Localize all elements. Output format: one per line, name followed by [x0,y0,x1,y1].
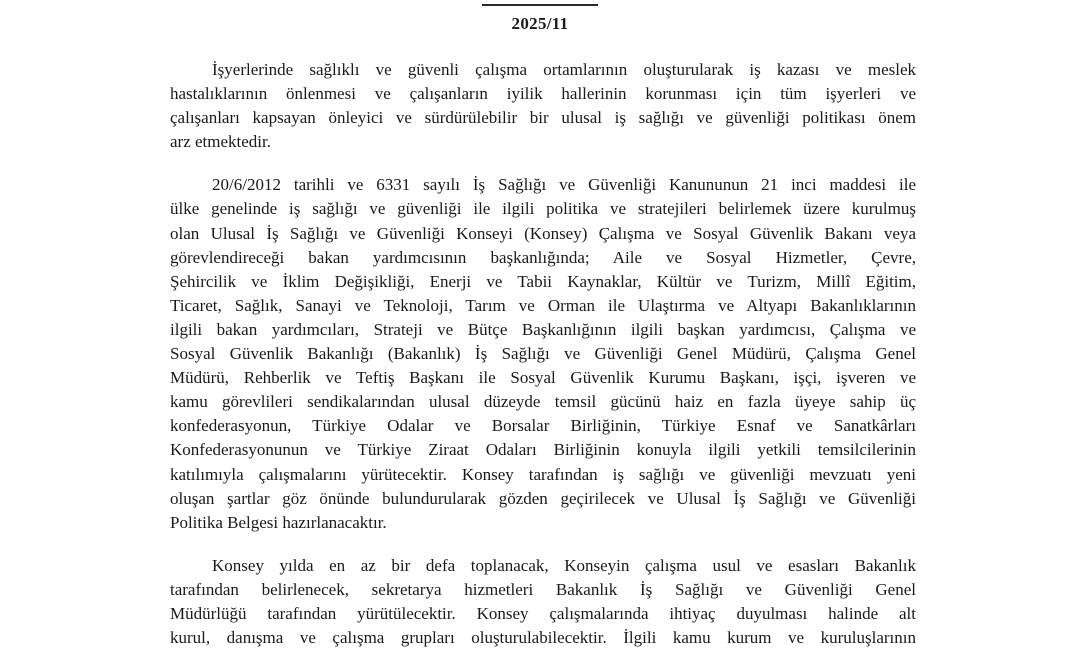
text-line: arz etmektedir. [170,132,272,152]
text-line: 20/6/2012 tarihli ve 6331 sayılı İş Sağlığı ve Güvenliği Kanununun 21 inci maddesi ile [212,175,916,195]
text-line: İşyerlerinde sağlıklı ve güvenli çalışma ortamlarının oluşturularak iş kazası ve meslek [212,60,916,79]
text-line: Konsey yılda en az bir defa toplanacak, Konseyin çalışma usul ve esasları Bakanlık [212,555,916,575]
text-line: Müdürü, Rehberlik ve Teftiş Başkanı ile Sosyal Güvenlik Kurumu Başkanı, işçi, işveren ve [170,368,916,388]
text-line: Politika Belgesi hazırlanacaktır. [170,512,387,532]
title-underline [482,0,598,6]
paragraph-3 [170,554,916,650]
text-line: Sosyal Güvenlik Bakanlığı (Bakanlık) İş Sağlığı ve Güvenliği Genel Müdürü, Çalışma Genel [170,344,916,364]
text-line: ülke genelinde iş sağlığı ve güvenliği ile ilgili politika ve stratejileri belirlemek üzere kurulmuş [170,199,916,219]
text-line: Şehircilik ve İklim Değişikliği, Enerji ve Tabii Kaynaklar, Kültür ve Turizm, Millî Eğitim, [170,271,916,291]
paragraph-1 [170,58,916,154]
text-line: ilgili bakan yardımcıları, Strateji ve Bütçe Başkanlığının ilgili başkan yardımcısı, Çalışma ve [170,319,916,339]
text-line: oluşan şartlar göz önünde bulundurularak gözden geçirilecek ve Ulusal İş Sağlığı ve Güvenliği [170,488,916,508]
text-line: hastalıklarının önlenmesi ve çalışanların iyilik hallerinin korunması için tüm işyerleri ve [170,84,916,104]
document-body [170,58,916,650]
text-line: konfederasyonun, Türkiye Odalar ve Borsalar Birliğinin, Türkiye Esnaf ve Sanatkârları [170,416,916,436]
text-line: çalışanları kapsayan önleyici ve sürdürülebilir bir ulusal iş sağlığı ve güvenliği politikası önem [170,108,916,128]
paragraph-2 [170,173,916,534]
text-line: Konfederasyonunun ve Türkiye Ziraat Odaları Birliğinin konuyla ilgili yetkili temsilcilerinin [170,440,916,460]
text-line: olan Ulusal İş Sağlığı ve Güvenliği Konseyi (Konsey) Çalışma ve Sosyal Güvenlik Bakanı veya [170,223,916,243]
text-line: kamu görevlileri sendikalarından ulusal düzeyde temsil gücünü haiz en fazla üyeye sahip üç [170,392,916,412]
circular-number: 2025/11 [511,14,569,33]
text-line: katılımıyla çalışmalarını yürütecektir. Konsey tarafından iş sağlığı ve güvenliği mevzuatı yeni [170,464,916,484]
text-line: Müdürlüğü tarafından yürütülecektir. Konsey çalışmalarında ihtiyaç duyulması halinde alt [170,603,916,623]
text-line: tarafından belirlenecek, sekretarya hizmetleri Bakanlık İş Sağlığı ve Güvenliği Genel [170,579,916,599]
text-line: Ticaret, Sağlık, Sanayi ve Teknoloji, Tarım ve Orman ile Ulaştırma ve Altyapı Bakanlıklarının [170,295,916,315]
text-line: kurul, danışma ve çalışma grupları oluşturulabilecektir. İlgili kamu kurum ve kuruluşlarının [170,628,916,648]
text-line: görevlendireceği bakan yardımcısının başkanlığında; Aile ve Sosyal Hizmetler, Çevre, [170,247,916,267]
